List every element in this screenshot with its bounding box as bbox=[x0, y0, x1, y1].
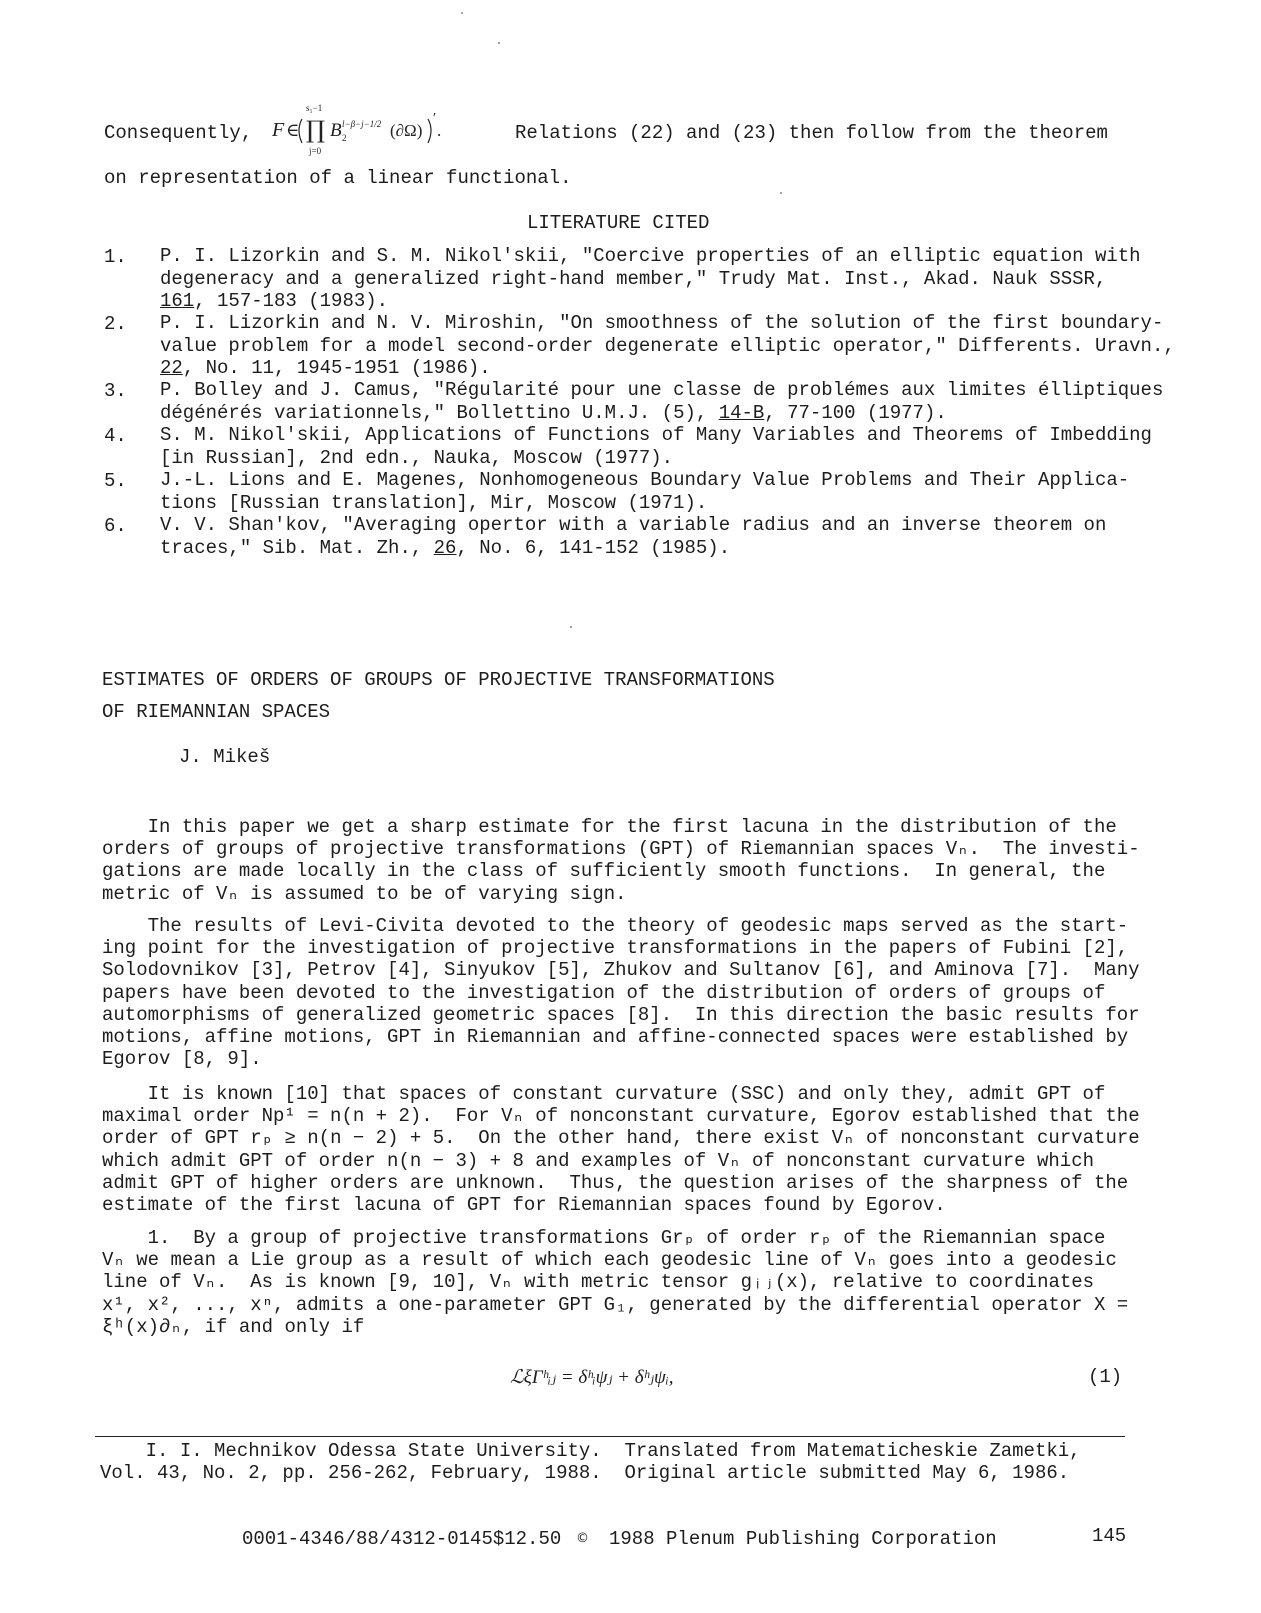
svg-text:2: 2 bbox=[342, 133, 347, 143]
scan-speck bbox=[570, 626, 572, 628]
reference-line: 161, 157-183 (1983). bbox=[160, 290, 389, 312]
paragraph-line: motions, affine motions, GPT in Riemannian and affine-connected spaces were established by bbox=[102, 1026, 1129, 1049]
paragraph-line: maximal order Np¹ = n(n + 2). For Vₙ of nonconstant curvature, Egorov established that the bbox=[102, 1105, 1140, 1128]
reference-number: 2. bbox=[104, 313, 127, 335]
equation-1: ℒξΓʰᵢⱼ = δʰᵢψⱼ + δʰⱼψᵢ, bbox=[510, 1367, 674, 1388]
svg-text:l−β−j−1/2: l−β−j−1/2 bbox=[342, 119, 382, 129]
copyright-text: 1988 Plenum Publishing Corporation bbox=[609, 1528, 997, 1550]
equation-number: (1) bbox=[1088, 1366, 1123, 1388]
volume-number: 22 bbox=[160, 357, 183, 379]
scan-speck bbox=[498, 42, 500, 44]
footnote-rule bbox=[95, 1436, 1125, 1437]
reference-text bbox=[160, 424, 1160, 469]
paragraph-line: papers have been devoted to the investigation of the distribution of orders of groups of bbox=[102, 981, 1106, 1004]
paragraph-section-1 bbox=[102, 1227, 1129, 1338]
functional-line: on representation of a linear functional. bbox=[104, 167, 572, 189]
reference-number: 3. bbox=[104, 380, 127, 402]
volume-number: 14-B bbox=[718, 401, 765, 424]
paragraph-line: line of Vₙ. As is known [9, 10], Vₙ with metric tensor gᵢⱼ(x), relative to coordinates bbox=[102, 1271, 1095, 1294]
paragraph-line: It is known [10] that spaces of constant curvature (SSC) and only they, admit GPT of bbox=[102, 1083, 1106, 1105]
reference-line: P. Bolley and J. Camus, "Régularité pour une classe de problémes aux limites élliptiques bbox=[160, 379, 1164, 401]
reference-text bbox=[160, 379, 1164, 424]
paragraph-line: 1. By a group of projective transformations Grₚ of order rₚ of the Riemannian space bbox=[102, 1227, 1106, 1249]
paragraph-line: order of GPT rₚ ≥ n(n − 2) + 5. On the other hand, there exist Vₙ of nonconstant curvature bbox=[102, 1127, 1140, 1150]
page-number: 145 bbox=[1092, 1525, 1127, 1547]
svg-text:B: B bbox=[330, 120, 342, 141]
svg-text:.: . bbox=[437, 121, 442, 140]
literature-heading: LITERATURE CITED bbox=[527, 212, 710, 234]
relations-text: Relations (22) and (23) then follow from the theorem bbox=[515, 122, 1108, 144]
footnote-line1: I. I. Mechnikov Odessa State University. Translated from Matematicheskie Zametki, bbox=[100, 1440, 1081, 1462]
reference-line: 22, No. 11, 1945-1951 (1986). bbox=[160, 357, 491, 379]
reference-line: tions [Russian translation], Mir, Moscow (1971). bbox=[160, 491, 708, 514]
reference-line: [in Russian], 2nd edn., Nauka, Moscow (1977). bbox=[160, 446, 674, 469]
paragraph-line: orders of groups of projective transformations (GPT) of Riemannian spaces Vₙ. The investi- bbox=[102, 838, 1140, 861]
paragraph-known bbox=[102, 1083, 1140, 1217]
paragraph-line: estimate of the first lacuna of GPT for Riemannian spaces found by Egorov. bbox=[102, 1194, 946, 1217]
reference-line: P. I. Lizorkin and S. M. Nikol'skii, "Coercive properties of an elliptic equation with bbox=[160, 245, 1141, 267]
reference-line: value problem for a model second-order degenerate elliptic operator," Differents. Uravn., bbox=[160, 334, 1175, 357]
paragraph-line: x¹, x², ..., xⁿ, admits a one-parameter GPT G₁, generated by the differential operator X = bbox=[102, 1293, 1129, 1316]
paragraph-levi-civita bbox=[102, 915, 1140, 1071]
reference-line: J.-L. Lions and E. Magenes, Nonhomogeneous Boundary Value Problems and Their Applica- bbox=[160, 469, 1130, 491]
paragraph-line: automorphisms of generalized geometric spaces [8]. In this direction the basic results for bbox=[102, 1003, 1140, 1026]
reference-number: 1. bbox=[104, 246, 127, 268]
reference-line: S. M. Nikol'skii, Applications of Functions of Many Variables and Theorems of Imbedding bbox=[160, 424, 1152, 446]
svg-text:′: ′ bbox=[433, 111, 437, 126]
footnote-line2: Vol. 43, No. 2, pp. 256-262, February, 1988. Original article submitted May 6, 1986. bbox=[100, 1462, 1070, 1484]
copyright-symbol: © bbox=[576, 1531, 589, 1546]
formula-graphic bbox=[272, 100, 497, 156]
reference-text bbox=[160, 514, 1160, 559]
reference-text bbox=[160, 469, 1160, 514]
paragraph-line: admit GPT of higher orders are unknown. Thus, the question arises of the sharpness of the bbox=[102, 1171, 1129, 1194]
publication-code: 0001-4346/88/4312-0145$12.50 bbox=[242, 1528, 562, 1550]
article-author: J. Mikeš bbox=[179, 746, 271, 768]
reference-number: 4. bbox=[104, 425, 127, 447]
paragraph-line: Egorov [8, 9]. bbox=[102, 1048, 262, 1071]
paragraph-line: Solodovnikov [3], Petrov [4], Sinyukov [5], Zhukov and Sultanov [6], and Aminova [7]. Many bbox=[102, 959, 1140, 982]
paragraph-line: The results of Levi-Civita devoted to the theory of geodesic maps served as the start- bbox=[102, 915, 1129, 937]
svg-text:∈: ∈ bbox=[286, 120, 300, 141]
reference-line: P. I. Lizorkin and N. V. Miroshin, "On smoothness of the solution of the first boundary- bbox=[160, 312, 1164, 334]
svg-text:s₁−1: s₁−1 bbox=[306, 103, 323, 113]
paragraph-line: metric of Vₙ is assumed to be of varying sign. bbox=[102, 882, 627, 905]
svg-text:F: F bbox=[272, 119, 285, 141]
paragraph-intro bbox=[102, 816, 1140, 905]
article-title-line1: ESTIMATES OF ORDERS OF GROUPS OF PROJECTIVE TRANSFORMATIONS bbox=[102, 669, 775, 691]
reference-text bbox=[160, 245, 1160, 313]
svg-text:j=0: j=0 bbox=[309, 146, 322, 156]
volume-number: 161 bbox=[160, 290, 195, 312]
paragraph-line: In this paper we get a sharp estimate for the first lacuna in the distribution of the bbox=[102, 816, 1117, 838]
svg-text:(∂Ω): (∂Ω) bbox=[390, 121, 423, 140]
scan-speck bbox=[780, 192, 782, 194]
reference-line: traces," Sib. Mat. Zh., 26, No. 6, 141-152 (1985). bbox=[160, 536, 731, 559]
scan-speck bbox=[461, 12, 463, 14]
paragraph-line: ξʰ(x)∂ₙ, if and only if bbox=[102, 1315, 365, 1338]
volume-number: 26 bbox=[433, 536, 457, 559]
consequently-prefix: Consequently, bbox=[104, 122, 253, 144]
article-title-line2: OF RIEMANNIAN SPACES bbox=[102, 701, 331, 723]
paragraph-line: Vₙ we mean a Lie group as a result of which each geodesic line of Vₙ goes into a geodesic bbox=[102, 1249, 1117, 1272]
reference-line: dégénérés variationnels," Bollettino U.M.J. (5), 14-B, 77-100 (1977). bbox=[160, 401, 947, 424]
paragraph-line: gations are made locally in the class of sufficiently smooth functions. In general, the bbox=[102, 860, 1106, 883]
reference-line: degeneracy and a generalized right-hand member," Trudy Mat. Inst., Akad. Nauk SSSR, bbox=[160, 267, 1107, 290]
paragraph-line: ing point for the investigation of projective transformations in the papers of Fubini [2], bbox=[102, 937, 1129, 960]
paragraph-line: which admit GPT of order n(n − 3) + 8 and examples of Vₙ of nonconstant curvature which bbox=[102, 1149, 1094, 1172]
reference-number: 6. bbox=[104, 515, 127, 537]
svg-text:∏: ∏ bbox=[306, 116, 326, 144]
reference-number: 5. bbox=[104, 470, 127, 492]
formula-block bbox=[272, 100, 497, 156]
reference-line: V. V. Shan'kov, "Averaging opertor with a variable radius and an inverse theorem on bbox=[160, 514, 1107, 536]
reference-text bbox=[160, 312, 1175, 380]
